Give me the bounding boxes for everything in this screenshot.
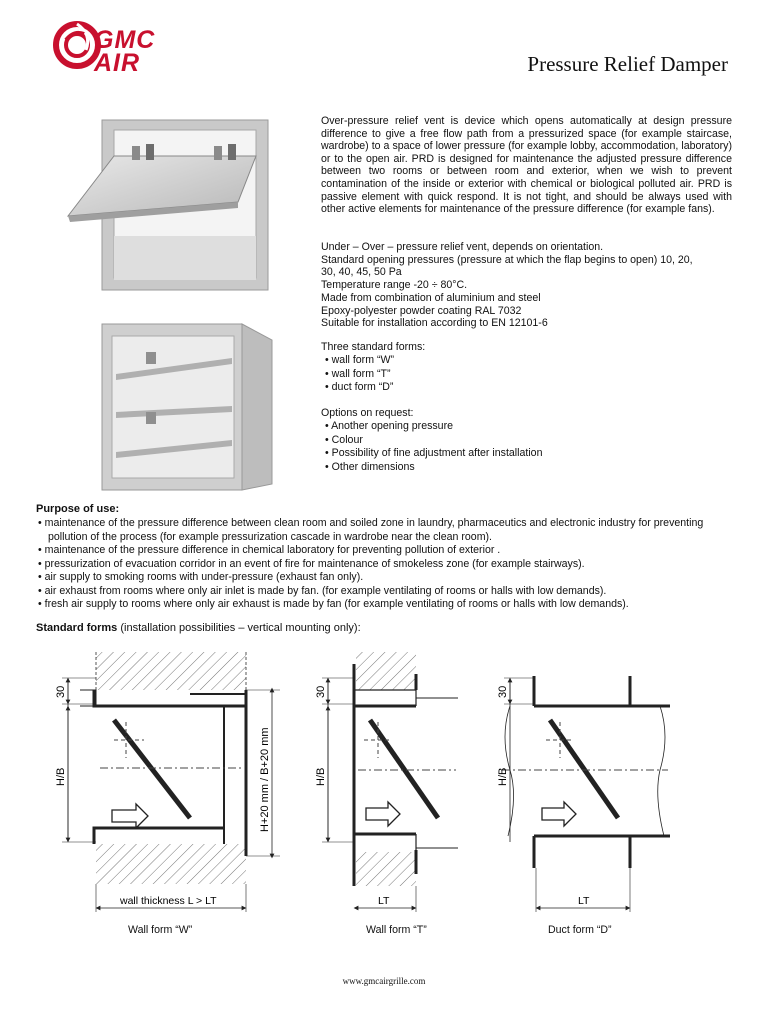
footer-url[interactable]: www.gmcairgrille.com — [342, 976, 426, 986]
dim-30-label: 30 — [315, 685, 327, 698]
dim-hb-label: H/B — [55, 767, 67, 786]
list-item: • duct form “D” — [325, 381, 394, 394]
spec-line: Epoxy-polyester powder coating RAL 7032 — [321, 304, 522, 317]
list-item: • pressurization of evacuation corridor in an event of fire for maintenance of smokeless zone (for example stairways). — [38, 557, 585, 570]
caption-duct-form-d: Duct form “D” — [548, 924, 612, 936]
wall-thickness-label: wall thickness L > LT — [120, 895, 217, 907]
list-item: • air supply to smoking rooms with under-pressure (exhaust fan only). — [38, 571, 364, 583]
standard-forms-heading — [36, 622, 361, 634]
brand-line1: GMC — [94, 26, 156, 54]
options-list — [321, 407, 741, 474]
spec-line: Standard opening pressures (pressure at which the flap begins to open) 10, 20, — [321, 253, 693, 266]
product-photo-open-flap — [66, 116, 272, 292]
list-item: • wall form “W” — [325, 354, 395, 367]
drawing-wall-form-t — [315, 652, 458, 912]
dim-hb-label: H/B — [497, 767, 509, 786]
caption-wall-form-t: Wall form “T” — [366, 924, 427, 936]
installation-drawings — [40, 646, 740, 916]
list-item: • fresh air supply to rooms where only air exhaust is made by fan (for example ventilating of rooms or halls with low demands). — [38, 598, 629, 610]
purpose-list — [36, 517, 736, 612]
list-item: • Possibility of fine adjustment after installation — [325, 447, 543, 460]
options-heading: Options on request: — [321, 407, 414, 419]
caption-wall-form-w: Wall form “W” — [128, 924, 193, 936]
standard-forms-list — [321, 341, 741, 395]
spec-line: 30, 40, 45, 50 Pa — [321, 266, 402, 279]
lt-label: LT — [378, 895, 390, 907]
list-item: • Other dimensions — [325, 460, 415, 473]
list-item: • Colour — [325, 433, 363, 446]
spec-line: Under – Over – pressure relief vent, depends on orientation. — [321, 241, 604, 253]
list-item: • wall form “T” — [325, 367, 391, 380]
standard-forms-note: (installation possibilities – vertical mounting only): — [117, 622, 361, 634]
dim-h20-label: H+20 mm / B+20 mm — [259, 727, 271, 832]
brand-line2: AIR — [94, 49, 141, 77]
intro-paragraph: Over-pressure relief vent is device which opens automatically at design pressure difference to give a free flow path from a pressurized space (for example staircase, wardrobe) to a space of lower pressure (for example lobby, accommodation, laboratory) or to the open air. PRD is designed for maintenance the adjusted pressure difference between two rooms or between room and exterior, when we wish to prevent contamination of the inside or exterior with chemical or biological polluted air. PRD is passive element with quick respond. It is not tight, and should be always used with other active elements for maintenance of the pressure difference (for example fans). — [321, 115, 732, 216]
standard-forms-title: Standard forms — [36, 622, 118, 634]
list-item: • air exhaust from rooms where only air inlet is made by fan. (for example ventilating of rooms or halls with low demands). — [38, 584, 607, 597]
spec-list — [321, 241, 741, 330]
list-item: • maintenance of the pressure difference in chemical laboratory for preventing pollution of exterior . — [38, 544, 501, 556]
drawing-duct-form-d — [497, 676, 670, 912]
page-title: Pressure Relief Damper — [527, 52, 728, 76]
spec-line: Temperature range -20 ÷ 80°C. — [321, 279, 468, 292]
lt-label: LT — [578, 895, 590, 907]
spec-line: Suitable for installation according to EN 12101-6 — [321, 317, 548, 330]
dim-30-label: 30 — [497, 685, 509, 698]
brand-logo — [52, 14, 212, 76]
purpose-heading: Purpose of use: — [36, 503, 120, 515]
list-item: • maintenance of the pressure difference between clean room and soiled zone in laundry, pharmaceutics and electronic industry for preventing pollution of the process (for example pressurization cascade in wardrobe near the clean room). — [38, 517, 704, 543]
product-photo-multi-blade — [96, 322, 274, 492]
drawing-wall-form-w — [55, 652, 280, 912]
forms-heading: Three standard forms: — [321, 341, 426, 353]
spec-line: Made from combination of aluminium and steel — [321, 291, 541, 304]
dim-30-label: 30 — [55, 685, 67, 698]
list-item: • Another opening pressure — [325, 420, 453, 433]
dim-hb-label: H/B — [315, 767, 327, 786]
